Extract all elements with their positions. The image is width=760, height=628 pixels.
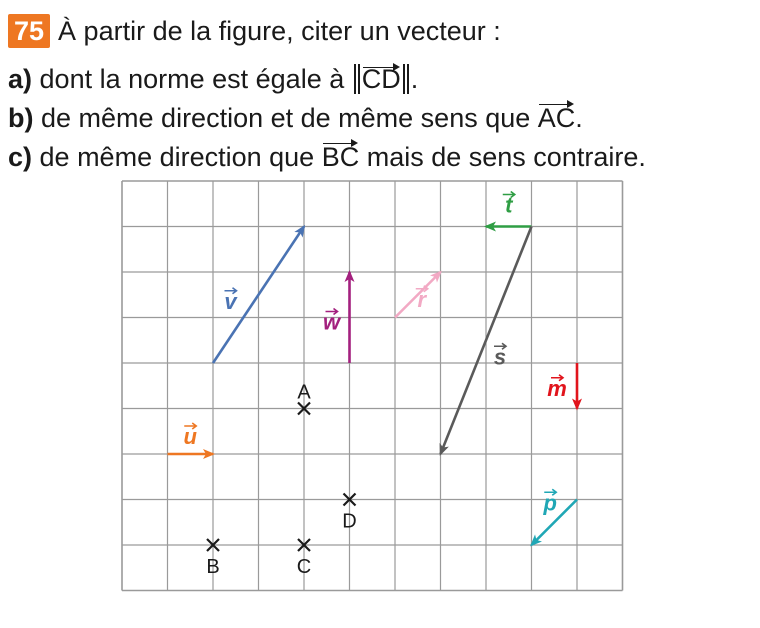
points <box>206 382 356 579</box>
point-label: C <box>296 556 312 578</box>
question-c-label: c) <box>8 142 33 172</box>
vector-ac-name: AC <box>537 103 576 133</box>
vector-w-label: w <box>322 309 341 335</box>
vector-p <box>532 489 578 545</box>
point-label: A <box>297 381 311 404</box>
question-a-label: a) <box>8 64 33 94</box>
exercise-number-badge: 75 <box>8 14 50 48</box>
question-a-text: dont la norme est égale à <box>39 64 345 94</box>
point-label: D <box>342 510 357 533</box>
question-a-end: . <box>410 64 419 94</box>
question-b-end: . <box>575 103 583 133</box>
vector-u-label: u <box>183 424 197 449</box>
vector-p-label: p <box>543 490 557 516</box>
question-c-text: de même direction que <box>39 142 315 172</box>
question-b-text: de même direction et de même sens que <box>41 103 531 133</box>
vector-m <box>547 363 577 409</box>
vector-v-label: v <box>224 288 237 314</box>
vector-bc-name: BC <box>321 142 360 172</box>
vector-r <box>395 272 441 318</box>
vector-t <box>486 192 532 227</box>
point-a <box>297 382 311 415</box>
vector-cd-name: CD <box>361 64 401 94</box>
vector-t-label: t <box>505 192 513 218</box>
point-label: B <box>206 556 220 578</box>
vectors <box>168 192 578 546</box>
vector-r-label: r <box>417 286 427 312</box>
vector-m-label: m <box>547 375 567 401</box>
question-b-label: b) <box>8 103 34 133</box>
vector-u <box>168 423 214 454</box>
exercise-intro: À partir de la figure, citer un vecteur : <box>58 16 501 46</box>
vector-s-label: s <box>493 344 507 370</box>
question-c-end: mais de sens contraire. <box>366 142 646 172</box>
